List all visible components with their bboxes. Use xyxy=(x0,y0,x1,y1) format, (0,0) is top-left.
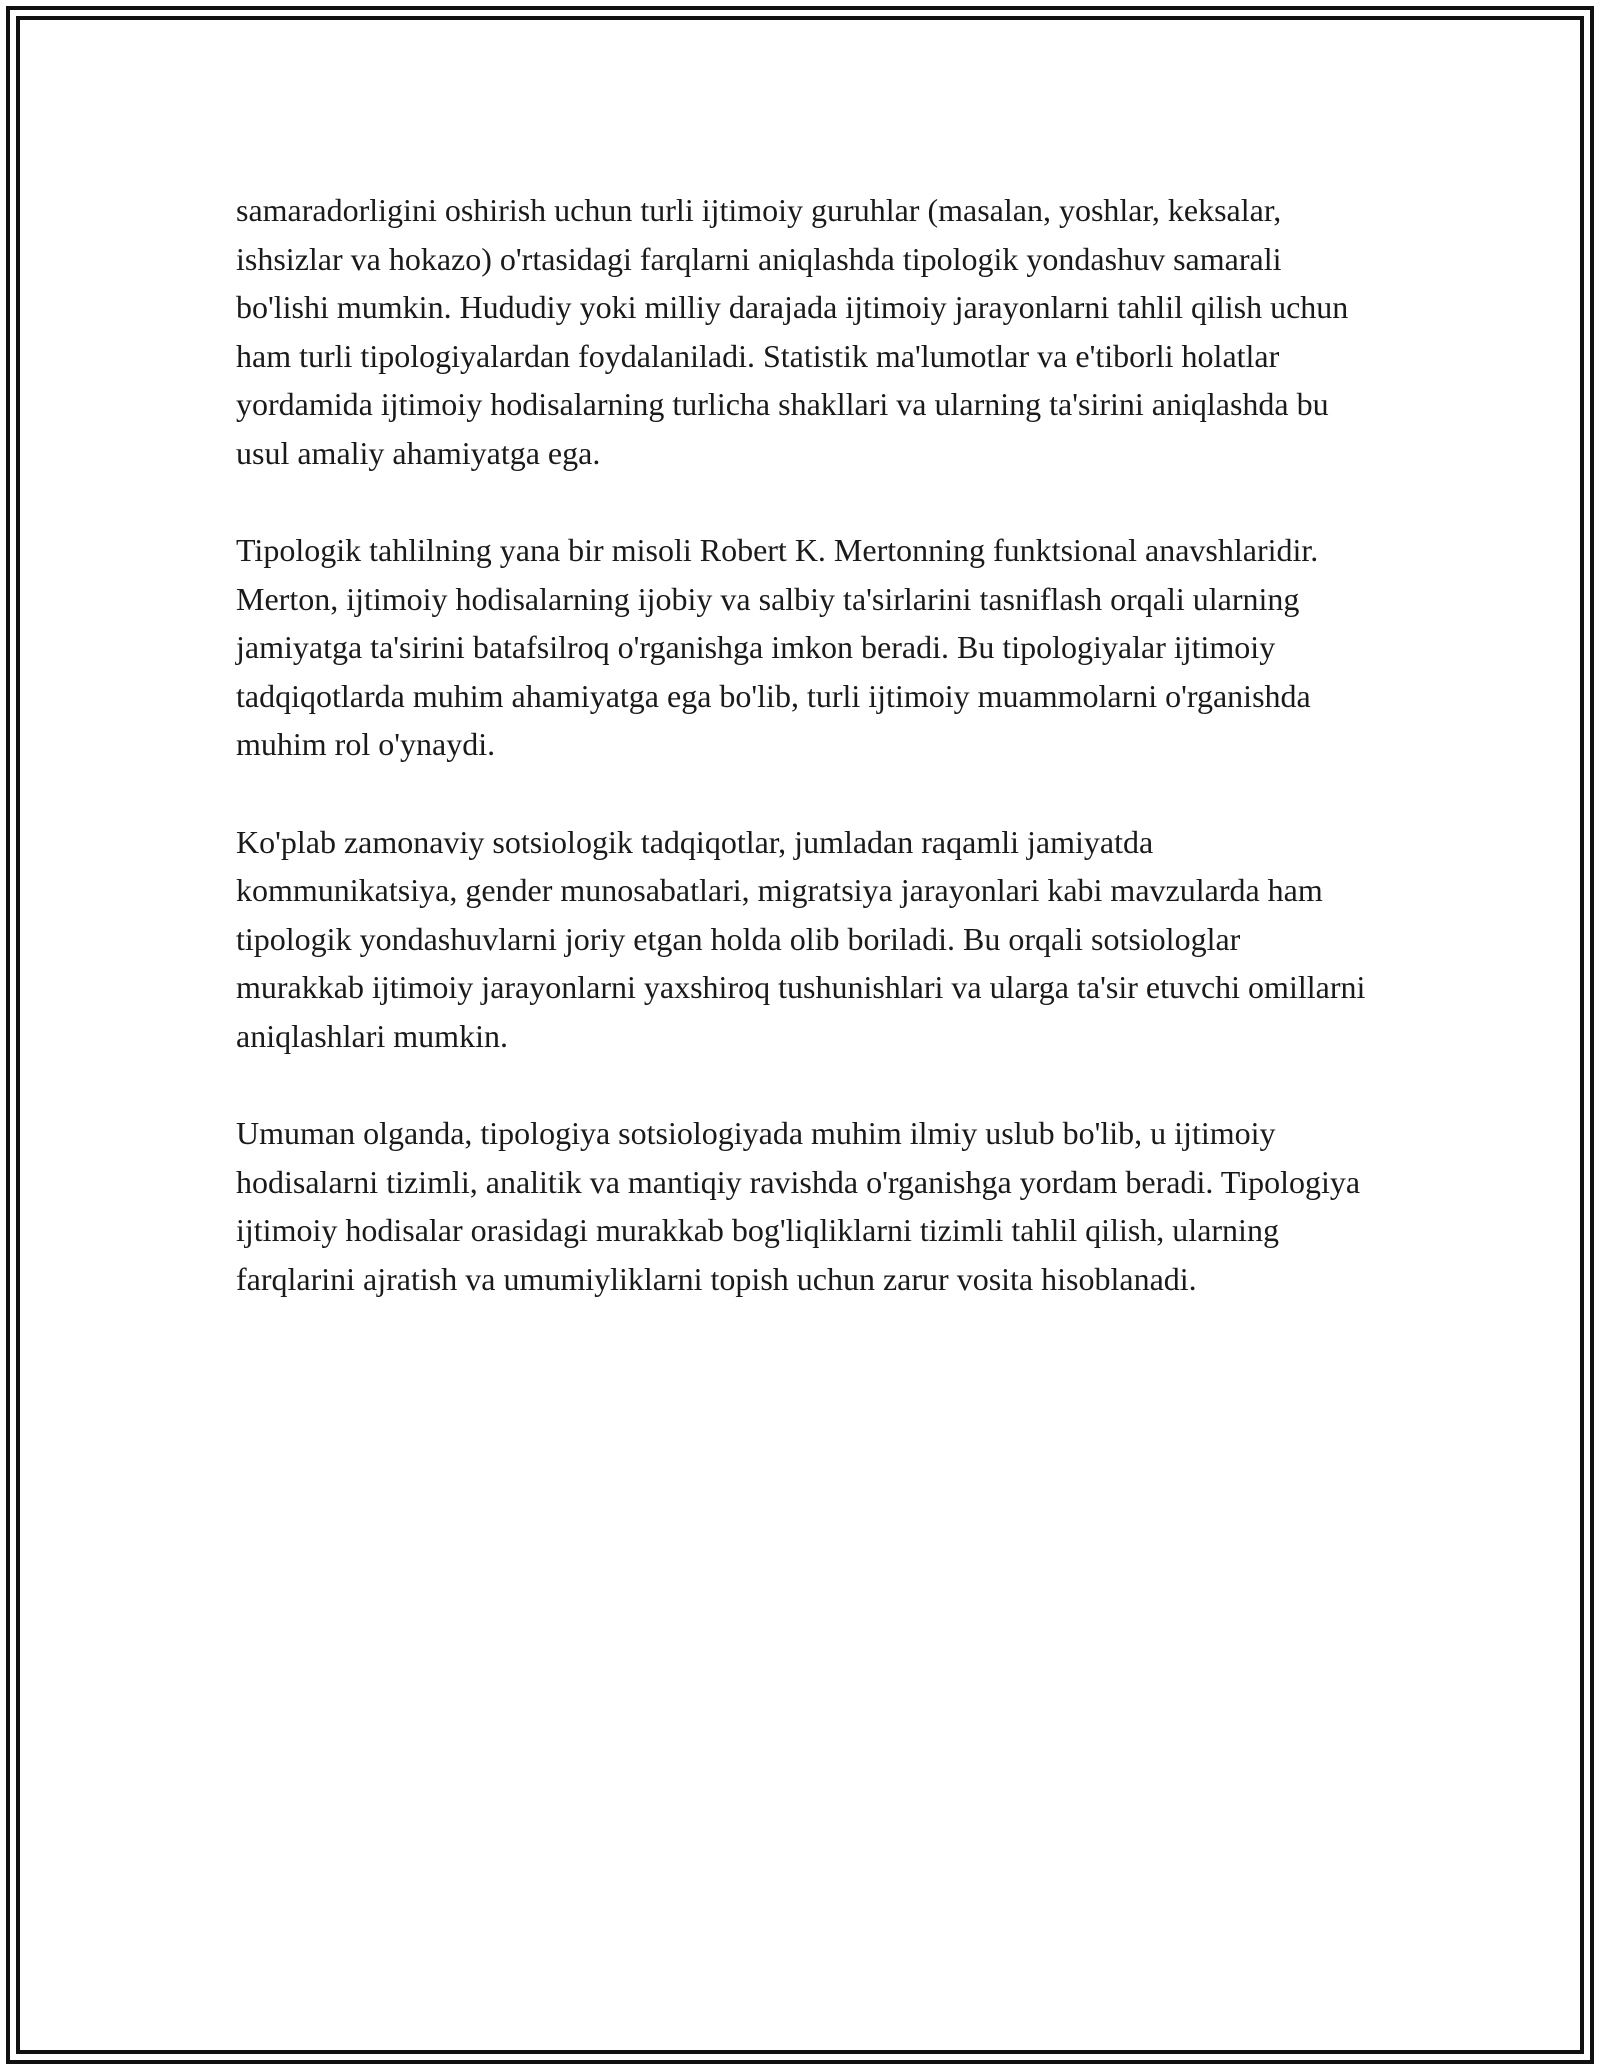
paragraph-3: Ko'plab zamonaviy sotsiologik tadqiqotlar, jumladan raqamli jamiyatda kommunikatsiya, gender munosabatlari, migratsiya jarayonlari kabi mavzularda ham tipologik yondashuvlarni joriy etgan holda olib boriladi. Bu orqali sotsiologlar murakkab ijtimoiy jarayonlarni yaxshiroq tushunishlari va ularga ta'sir etuvchi omillarni aniqlashlari mumkin. xyxy=(236,823,1366,1054)
paragraph-2: Tipologik tahlilning yana bir misoli Robert K. Mertonning funktsional anavshlaridir. Merton, ijtimoiy hodisalarning ijobiy va salbiy ta'sirlarini tasniflash orqali ularning jamiyatga ta'sirini batafsilroq o'rganishga imkon beradi. Bu tipologiyalar ijtimoiy tadqiqotlarda muhim ahamiyatga ega bo'lib, turli ijtimoiy muammolarni o'rganishda muhim rol o'ynaydi. xyxy=(236,532,1319,762)
paragraph-4: Umuman olganda, tipologiya sotsiologiyada muhim ilmiy uslub bo'lib, u ijtimoiy hodisalarni tizimli, analitik va mantiqiy ravishda o'rganishga yordam beradi. Tipologiya ijtimoiy hodisalar orasidagi murakkab bog'liqliklarni tizimli tahlil qilish, ularning farqlarini ajratish va umumiyliklarni topish uchun zarur vosita hisoblanadi. xyxy=(236,1115,1361,1297)
document-body xyxy=(236,186,1376,1352)
paragraph-1: samaradorligini oshirish uchun turli ijtimoiy guruhlar (masalan, yoshlar, keksalar, ishsizlar va hokazo) o'rtasidagi farqlarni aniqlashda tipologik yondashuv samarali bo'lishi mumkin. Hududiy yoki milliy darajada ijtimoiy jarayonlarni tahlil qilish uchun ham turli tipologiyalardan foydalaniladi. Statistik ma'lumotlar va e'tiborli holatlar yordamida ijtimoiy hodisalarning turlicha shakllari va ularning ta'sirini aniqlashda bu usul amaliy ahamiyatga ega. xyxy=(236,192,1349,471)
